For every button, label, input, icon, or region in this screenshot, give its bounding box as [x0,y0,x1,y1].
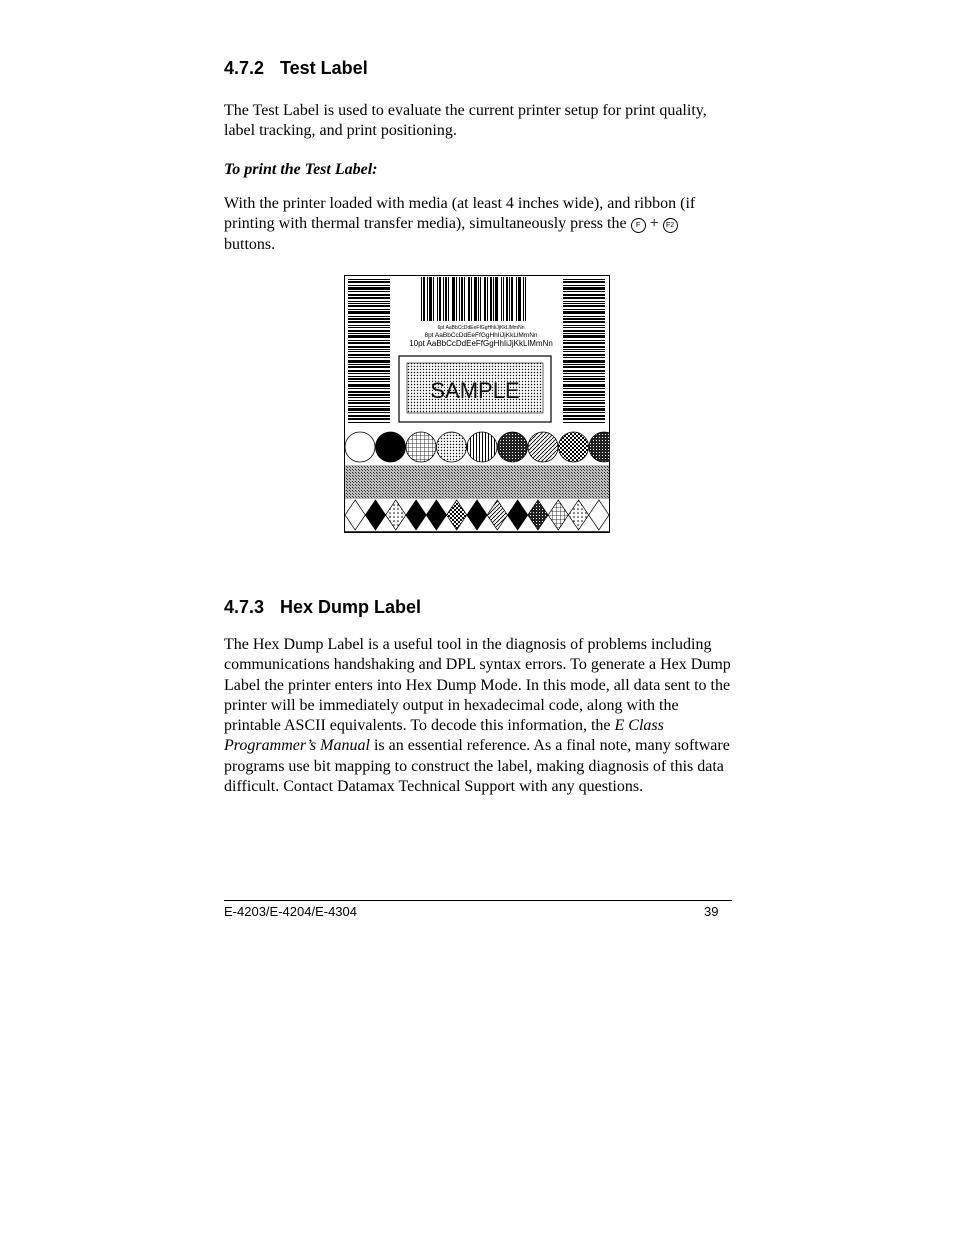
barcode-bar [348,378,390,380]
barcode-bar [563,335,605,338]
barcode-bar [348,342,390,344]
barcode-bar [563,346,605,348]
barcode-bar [563,357,605,358]
barcode-bar [348,373,390,374]
barcode-bar [493,277,494,321]
barcode-bar [495,277,498,321]
barcode-bar [563,316,605,317]
barcode-bar [487,277,488,321]
hex-dump-text-end: is an essential reference. As a final note, many software programs use bit mapping to construct the label, making diagnosis of this data difficult. Contact Datamax Technical Support with any questions. [224,737,730,796]
barcode-bar [448,277,449,321]
barcode-bar [563,381,605,382]
section-number: 4.7.3 [224,597,265,617]
barcode-bar [563,388,605,389]
barcode-bar [563,364,605,365]
pattern-circle [437,432,467,462]
barcode-bar [474,277,477,321]
barcode-bar [563,406,605,407]
manual-title: E Class Programmer’s Manual [224,717,664,755]
pattern-circle [528,432,558,462]
barcode-bar [348,305,390,307]
barcode-bar [563,366,605,368]
barcode-bar [563,412,605,413]
pattern-circle [345,432,375,462]
pattern-circle [559,432,589,462]
barcode-bar [563,294,605,296]
barcode-bar [563,408,605,411]
barcode-bar [348,330,390,332]
barcode-bar [348,402,390,404]
barcode-bar [563,376,605,377]
barcode-bar [348,354,390,356]
test-label-instruction [224,194,732,255]
barcode-bar [563,327,605,328]
barcode-bar [348,311,390,314]
barcode-bar [563,370,605,372]
section-number: 4.7.2 [224,58,265,78]
subheading-print-test-label: To print the Test Label: [224,161,378,178]
barcode-bar [348,287,390,290]
barcode-bar [523,277,524,321]
barcode-bar [429,277,432,321]
section-title: Hex Dump Label [280,597,422,617]
barcode-bar [503,277,504,321]
barcode-bar [563,351,605,352]
barcode-bar [348,279,390,280]
barcode-bar [506,277,508,321]
barcode-bar [563,402,605,404]
barcode-bar [348,318,390,320]
font-sample-10pt: 10pt AaBbCcDdEeFfGgHhIiJjKkLlMmNn [409,339,553,348]
barcode-bar [348,309,390,310]
barcode-bar [348,408,390,411]
barcode-bar [348,325,390,326]
barcode-bar [501,277,502,321]
barcode-bar [348,351,390,352]
barcode-bar [478,277,479,321]
barcode-bar [563,318,605,320]
barcode-bar [433,277,434,321]
barcode-bar [563,281,605,283]
barcode-bar [563,354,605,356]
barcode-bar [563,297,605,299]
barcode-bar [459,277,460,321]
instruction-text: With the printer loaded with media (at least 4 inches wide), and ribbon (if printing with thermal transfer media), simultaneously press the [224,195,696,233]
barcode-bar [480,277,481,321]
test-label-sample-image [344,275,610,533]
footer-rule [224,900,732,901]
pattern-circles [345,432,610,462]
barcode-bar [348,349,390,350]
barcode-bar [348,335,390,338]
barcode-bar [427,277,428,321]
barcode-bar [563,303,605,304]
barcode-bar [563,373,605,374]
barcode-bar [563,415,605,417]
barcode-bar [563,285,605,286]
barcode-bar [456,277,457,321]
barcode-bar [348,412,390,413]
barcode-bar [348,285,390,286]
barcode-bar [563,342,605,344]
barcode-bar [348,381,390,382]
barcode-bar [461,277,463,321]
barcode-bar [525,277,526,321]
barcode-bar [563,287,605,290]
barcode-bar [563,394,605,396]
barcode-bar [509,277,510,321]
barcode-bar [468,277,470,321]
barcode-bar [563,330,605,332]
barcode-bar [437,277,438,321]
footer-page-number: 39 [704,904,719,919]
barcode-bar [563,291,605,292]
hex-dump-text: The Hex Dump Label is a useful tool in the diagnosis of problems including communications handshaking and DPL syntax errors. To generate a Hex Dump Label the printer enters into Hex Dump Mode. In this mode, all data sent to the printer will be immediately output in hexadecimal code, along with the printable ASCII equivalents. To decode this information, the [224,636,731,735]
section-heading-hex-dump-label [224,597,421,618]
barcode-bar [348,394,390,396]
footer-model: E-4203/E-4204/E-4304 [224,904,357,919]
barcode-bar [348,418,390,420]
barcode-bar [348,301,390,302]
barcode-bar [348,357,390,358]
barcode-bar [490,277,492,321]
barcode-bar [563,321,605,323]
barcode-bar [563,422,605,423]
barcode-bar [348,415,390,417]
barcode-bar [348,294,390,296]
barcode-bar [511,277,513,321]
barcode-bar [563,397,605,398]
barcode-bar [563,305,605,307]
hex-dump-description [224,635,732,797]
barcode-bar [445,277,447,321]
barcode-bar [348,303,390,304]
plus-sign: + [645,215,663,233]
barcode-bar [563,391,605,393]
barcode-bar [348,376,390,377]
barcode-bar [348,360,390,363]
barcode-bar [348,384,390,387]
barcode-bar [443,277,444,321]
barcode-bar [348,366,390,368]
f2-button-icon: F2 [663,218,678,233]
section-title: Test Label [280,58,368,78]
section-heading-test-label [224,58,368,79]
barcode-bar [348,400,390,401]
barcode-bar [563,340,605,341]
barcode-bar [348,370,390,372]
barcode-bar [471,277,472,321]
barcode-bar [348,364,390,365]
barcode-bar [439,277,441,321]
barcode-bar [516,277,517,321]
barcode-bar [563,309,605,310]
f-button-icon: F [631,218,646,233]
test-label-intro: The Test Label is used to evaluate the current printer setup for print quality, label tracking, and print positioning. [224,102,707,140]
barcode-bar [484,277,486,321]
barcode-bar [348,391,390,393]
barcode-bar [563,400,605,401]
barcode-bar [563,301,605,302]
pattern-circle [406,432,436,462]
barcode-bar [563,349,605,350]
barcode-bar [348,316,390,317]
barcode-bar [348,281,390,283]
barcode-bar [518,277,521,321]
barcode-bar [563,325,605,326]
barcode-bar [348,333,390,334]
barcode-bar [563,378,605,380]
barcode-bar [563,360,605,363]
barcode-bar [563,418,605,420]
barcode-bar [348,388,390,389]
barcode-bar [423,277,425,321]
barcode-bar [348,327,390,328]
sample-text: SAMPLE [430,378,520,403]
barcode-bar [348,406,390,407]
barcode-bar [348,422,390,423]
barcode-bar [563,279,605,280]
barcode-bar [563,311,605,314]
font-sample-6pt: 6pt AaBbCcDdEeFfGgHhIiJjKkLlMmNn [437,325,525,331]
barcode-bar [464,277,465,321]
pattern-circle [376,432,406,462]
barcode-bar [348,297,390,299]
barcode-bar [348,340,390,341]
instruction-text-end: buttons. [224,235,276,253]
pattern-circle [498,432,528,462]
barcode-bar [348,346,390,348]
pattern-circle [467,432,497,462]
barcode-bar [563,333,605,334]
gray-pattern-band [345,465,609,499]
barcode-bar [563,384,605,387]
barcode-bar [348,291,390,292]
barcode-bar [348,397,390,398]
barcode-bar [421,277,422,321]
barcode-bar [452,277,455,321]
barcode-bar [348,321,390,323]
font-sample-8pt: 8pt AaBbCcDdEeFfGgHhIiJjKkLlMmNn [424,332,538,339]
